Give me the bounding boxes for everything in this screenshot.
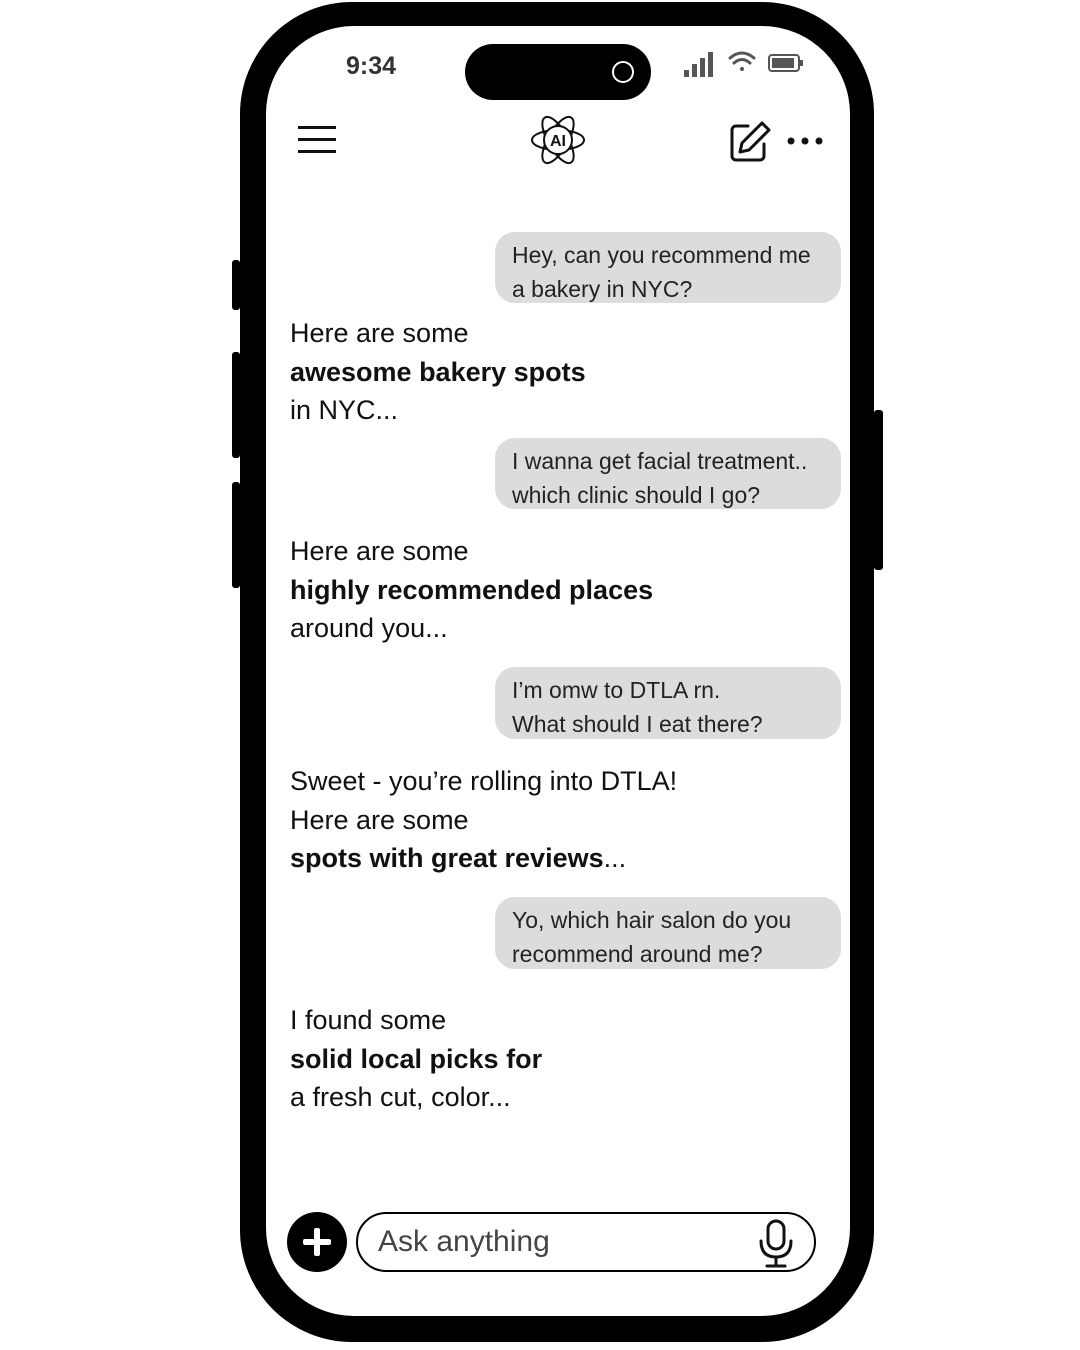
message-line: Sweet - you’re rolling into DTLA! xyxy=(290,766,678,796)
camera-icon xyxy=(612,61,634,83)
new-chat-icon[interactable] xyxy=(728,120,772,169)
phone-screen xyxy=(266,26,850,1316)
assistant-message xyxy=(290,1001,542,1117)
message-line: which clinic should I go? xyxy=(512,482,761,508)
message-line: Yo, which hair salon do you xyxy=(512,907,792,933)
message-highlight: highly recommended places xyxy=(290,574,654,605)
message-line: ... xyxy=(603,843,627,873)
message-line: I found some xyxy=(290,1005,447,1035)
battery-icon xyxy=(769,55,803,71)
wifi-icon xyxy=(730,53,754,71)
status-icons xyxy=(682,46,806,85)
message-line: around you... xyxy=(290,613,448,643)
add-attachment-button[interactable] xyxy=(287,1212,347,1272)
message-line: Here are some xyxy=(290,804,469,835)
ai-logo[interactable] xyxy=(528,110,588,175)
volume-up-button xyxy=(232,352,240,458)
message-line: in NYC... xyxy=(290,395,399,425)
user-message xyxy=(495,667,841,739)
user-message xyxy=(495,897,841,969)
signal-icon xyxy=(684,52,713,77)
ai-logo-text: AI xyxy=(550,133,566,150)
message-highlight: awesome bakery spots xyxy=(290,356,586,387)
plus-icon xyxy=(287,1212,347,1272)
message-line: Here are some xyxy=(290,318,469,348)
message-line: Here are some xyxy=(290,536,469,566)
dynamic-island xyxy=(465,44,651,100)
message-line: I wanna get facial treatment.. xyxy=(512,448,808,474)
message-input[interactable] xyxy=(378,1220,738,1264)
message-line: a fresh cut, color... xyxy=(290,1082,511,1112)
message-line: Hey, can you recommend me xyxy=(512,242,811,268)
message-line: What should I eat there? xyxy=(512,711,763,737)
power-button xyxy=(874,410,883,570)
assistant-message xyxy=(290,532,653,648)
message-highlight: spots with great reviews xyxy=(290,843,604,873)
menu-icon[interactable] xyxy=(298,126,338,159)
assistant-message xyxy=(290,762,677,878)
microphone-icon[interactable] xyxy=(754,1219,798,1274)
message-highlight: solid local picks for xyxy=(290,1043,543,1074)
user-message xyxy=(495,232,841,303)
silent-switch xyxy=(232,260,240,310)
message-line: a bakery in NYC? xyxy=(512,276,693,302)
user-message xyxy=(495,438,841,509)
message-line: recommend around me? xyxy=(512,941,763,967)
message-line: I’m omw to DTLA rn. xyxy=(512,677,721,703)
volume-down-button xyxy=(232,482,240,588)
status-time: 9:34 xyxy=(346,52,397,80)
message-input-box[interactable] xyxy=(356,1212,816,1272)
more-options-icon[interactable] xyxy=(786,134,826,152)
assistant-message xyxy=(290,314,586,430)
